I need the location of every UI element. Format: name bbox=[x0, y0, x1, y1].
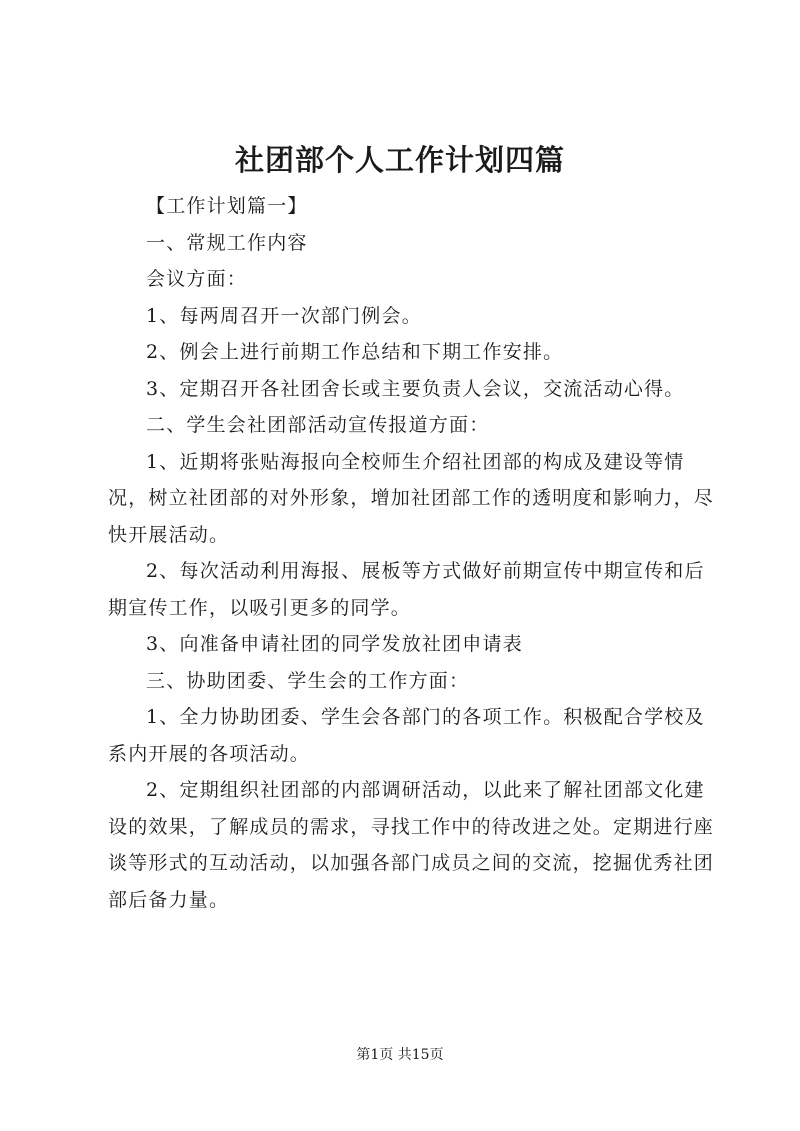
paragraph: 2、例会上进行前期工作总结和下期工作安排。 bbox=[146, 341, 564, 363]
paragraph: 1、每两周召开一次部门例会。 bbox=[146, 304, 422, 327]
paragraph: 2、定期组织社团部的内部调研活动，以此来了解社团部文化建设的效果，了解成员的需求，寻找工作中的待改进之处。定期进行座谈等形式的互动活动，以加强各部门成员之间的交流，挖掘优秀社团部后备力量。 bbox=[108, 779, 715, 911]
paragraph: 3、向准备申请社团的同学发放社团申请表 bbox=[146, 633, 523, 655]
document-body bbox=[108, 188, 720, 918]
paragraph: 3、定期召开各社团舍长或主要负责人会议，交流活动心得。 bbox=[146, 377, 685, 400]
document-title: 社团部个人工作计划四篇 bbox=[234, 143, 565, 177]
subsection-heading: 二、学生会社团部活动宣传报道方面： bbox=[146, 414, 490, 436]
paragraph: 1、近期将张贴海报向全校师生介绍社团部的构成及建设等情况，树立社团部的对外形象，增加社团部工作的透明度和影响力，尽快开展活动。 bbox=[108, 450, 715, 546]
subsection-heading: 一、常规工作内容 bbox=[146, 231, 308, 254]
page-footer: 第1页 共15页 bbox=[356, 1047, 444, 1063]
paragraph: 会议方面： bbox=[146, 268, 248, 290]
section-heading: 【工作计划篇一】 bbox=[146, 195, 308, 217]
paragraph: 1、全力协助团委、学生会各部门的各项工作。积极配合学校及系内开展的各项活动。 bbox=[108, 706, 705, 765]
subsection-heading: 三、协助团委、学生会的工作方面： bbox=[146, 669, 470, 692]
paragraph: 2、每次活动利用海报、展板等方式做好前期宣传中期宣传和后期宣传工作，以吸引更多的同学。 bbox=[108, 560, 705, 619]
